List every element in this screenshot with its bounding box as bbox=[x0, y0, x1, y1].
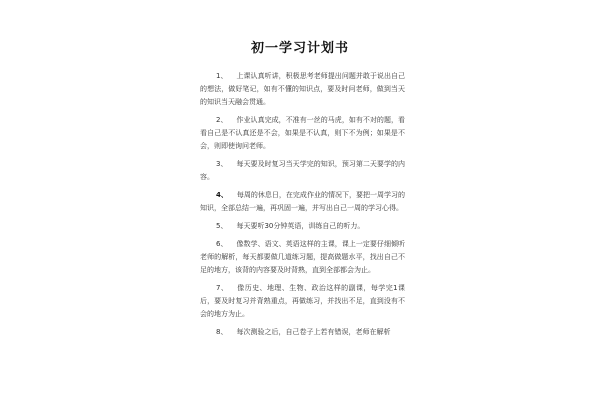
paragraph-text: 每天要及时复习当天学完的知识，预习第二天要学的内容。 bbox=[200, 160, 405, 181]
paragraph-text: 每次测验之后，自己卷子上若有错误，老师在解析 bbox=[236, 328, 391, 336]
paragraph-text: 每天要听30分钟英语，训练自己的听力。 bbox=[236, 222, 365, 230]
paragraph-number: 8、 bbox=[216, 328, 228, 336]
paragraph-number: 3、 bbox=[216, 160, 228, 168]
paragraph-text: 像历史、地理、生物、政治这样的副课，每学完1课后，要及时复习并背熟重点，再做练习，并找出不足，直到没有不会的地方为止。 bbox=[200, 284, 405, 318]
paragraph-7 bbox=[200, 282, 405, 321]
paragraph-text: 每周的休息日，在完成作业的情况下，要把一周学习的知识，全部总结一遍，再巩固一遍，并写出自己一周的学习心得。 bbox=[200, 191, 406, 212]
paragraph-5 bbox=[200, 220, 405, 233]
paragraph-number: 5、 bbox=[216, 222, 228, 230]
paragraph-1 bbox=[200, 70, 405, 109]
paragraph-number: 7、 bbox=[216, 284, 229, 292]
paragraph-text: 作业认真完成，不准有一丝的马虎，如有不对的题，看看自己是不认真还是不会，如果是不认真，则下不为例；如果是不会，则即使询问老师。 bbox=[200, 116, 405, 150]
paragraph-6 bbox=[200, 238, 405, 277]
paragraph-number: 4、 bbox=[216, 191, 228, 199]
paragraph-number: 2、 bbox=[216, 116, 228, 124]
paragraph-text: 像数学、语文、英语这样的主课，课上一定要仔细倾听老师的解析，每天都要做几道练习题，提高做题水平，找出自己不足的地方，该背的内容要及时背熟，直到全部都会为止。 bbox=[200, 240, 405, 274]
paragraph-4 bbox=[200, 189, 405, 215]
paragraph-number: 1、 bbox=[216, 72, 228, 80]
document-title: 初一学习计划书 bbox=[250, 41, 349, 56]
document-body bbox=[200, 70, 405, 344]
paragraph-2 bbox=[200, 114, 405, 153]
paragraph-text: 上课认真听讲，积极思考老师提出问题并敢于说出自己的想法，做好笔记，如有不懂的知识点，要及时问老师，做到当天的知识当天融会贯通。 bbox=[200, 72, 405, 106]
paragraph-number: 6、 bbox=[216, 240, 228, 248]
paragraph-8 bbox=[200, 326, 405, 339]
paragraph-3 bbox=[200, 158, 405, 184]
